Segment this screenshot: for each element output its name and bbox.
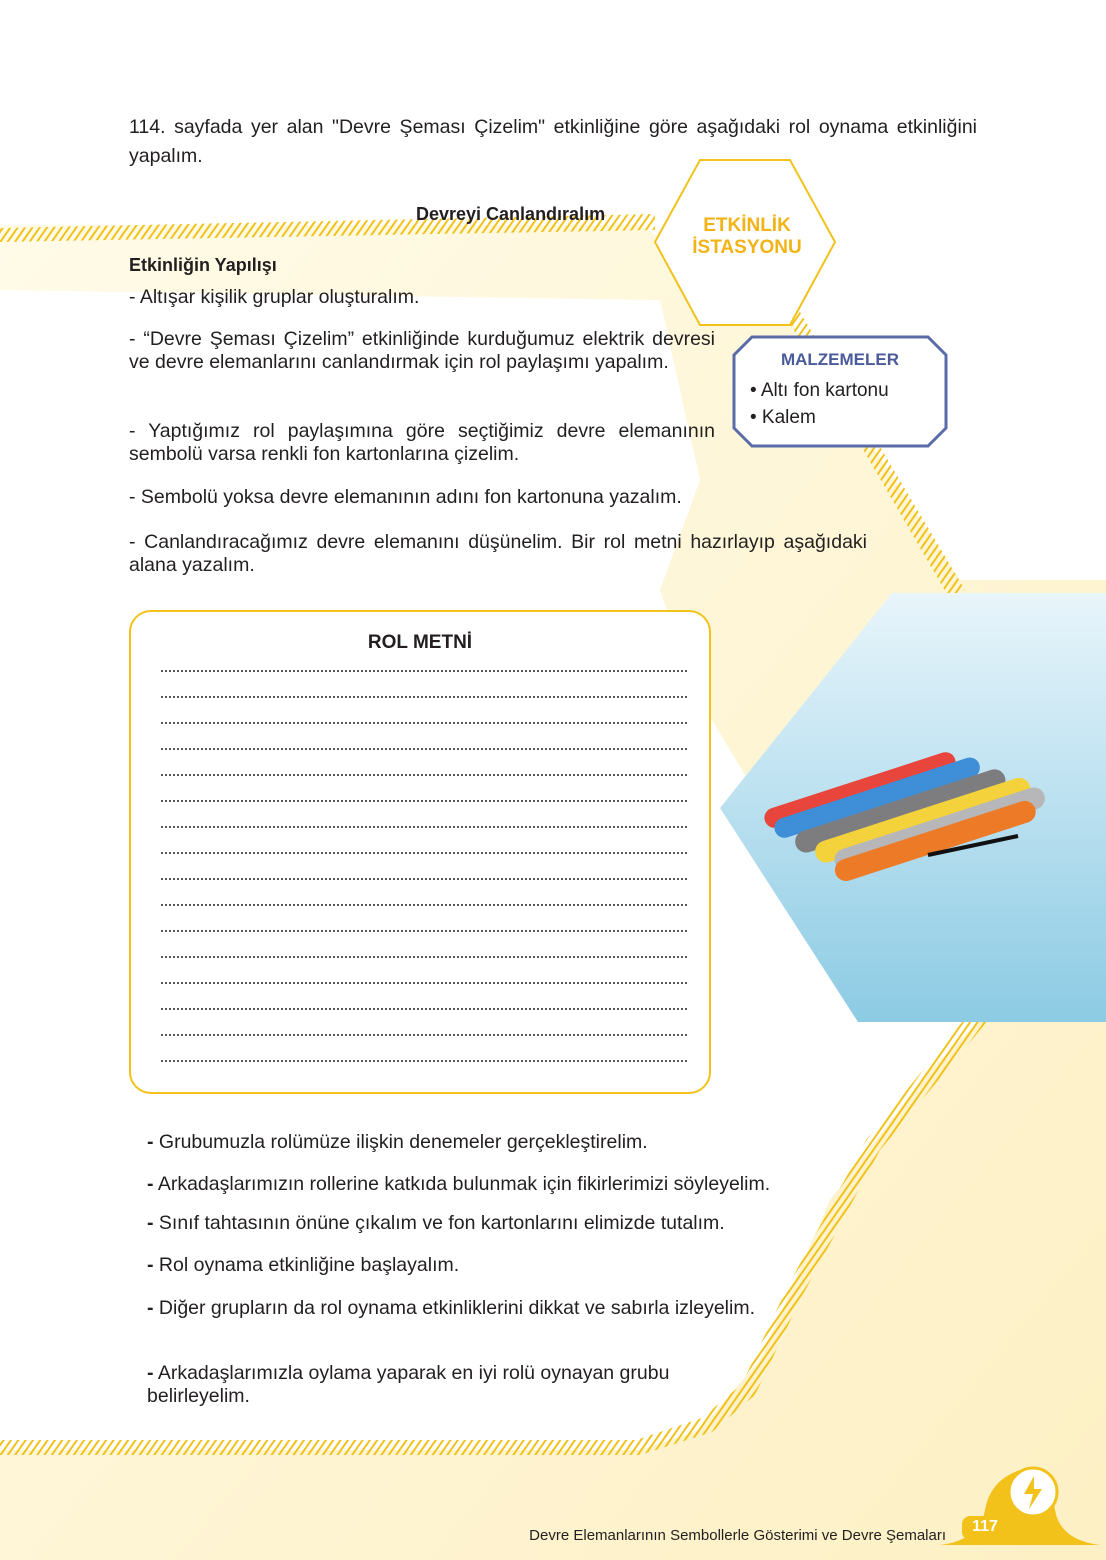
writing-line [161, 722, 687, 724]
after-step-5: - Diğer grupların da rol oynama etkinliklerini dikkat ve sabırla izleyelim. [147, 1297, 756, 1319]
after-step-6: - Arkadaşlarımızla oylama yaparak en iyi rolü oynayan grubu belirleyelim. [147, 1362, 670, 1407]
writing-line [161, 696, 687, 698]
writing-line [161, 800, 687, 802]
step-1: - Altışar kişilik gruplar oluşturalım. [129, 286, 420, 308]
writing-line [161, 930, 687, 932]
materials-item-1: • Altı fon kartonu [750, 380, 889, 401]
after-step-1: - Grubumuzla rolümüze ilişkin denemeler gerçekleştirelim. [147, 1131, 648, 1153]
footer-chapter-title: Devre Elemanlarının Sembollerle Gösterimi ve Devre Şemaları [529, 1527, 946, 1544]
etkinlik-badge [652, 215, 842, 259]
writing-line [161, 904, 687, 906]
writing-line [161, 826, 687, 828]
badge-line2: İSTASYONU [692, 237, 802, 258]
step-2: - “Devre Şeması Çizelim” etkinliğinde kurduğumuz elektrik devresi ve devre elemanlarını canlandırmak için rol paylaşımı yapalım. [129, 328, 715, 373]
rol-metni-box [129, 610, 711, 1094]
after-step-2: - Arkadaşlarımızın rollerine katkıda bulunmak için fikirlerimizi söyleyelim. [147, 1173, 771, 1195]
writing-line [161, 670, 687, 672]
after-step-4: - Rol oynama etkinliğine başlayalım. [147, 1254, 460, 1276]
section-title: Devreyi Canlandıralım [416, 204, 606, 224]
writing-line [161, 1060, 687, 1062]
writing-line [161, 1008, 687, 1010]
writing-line [161, 878, 687, 880]
writing-line [161, 956, 687, 958]
steps-heading: Etkinliğin Yapılışı [129, 255, 277, 275]
writing-line [161, 748, 687, 750]
after-step-3: - Sınıf tahtasının önüne çıkalım ve fon kartonlarını elimizde tutalım. [147, 1212, 725, 1234]
writing-line [161, 774, 687, 776]
writing-line [161, 1034, 687, 1036]
intro-text: 114. sayfada yer alan "Devre Şeması Çizelim" etkinliğine göre aşağıdaki rol oynama etkinliğini yapalım. [129, 116, 977, 167]
badge-line1: ETKİNLİK [703, 215, 791, 236]
materials-title: MALZEMELER [780, 350, 900, 369]
writing-line [161, 852, 687, 854]
page-number: 117 [972, 1518, 998, 1535]
materials-item-2: • Kalem [750, 407, 816, 428]
step-3: - Yaptığımız rol paylaşımına göre seçtiğimiz devre elemanının sembolü varsa renkli fon kartonlarına çizelim. [129, 420, 715, 465]
step-4: - Sembolü yoksa devre elemanının adını fon kartonuna yazalım. [129, 486, 682, 508]
step-5: - Canlandıracağımız devre elemanını düşünelim. Bir rol metni hazırlayıp aşağıdaki alana yazalım. [129, 531, 867, 576]
rol-metni-title: ROL METNİ [367, 632, 473, 653]
writing-line [161, 982, 687, 984]
